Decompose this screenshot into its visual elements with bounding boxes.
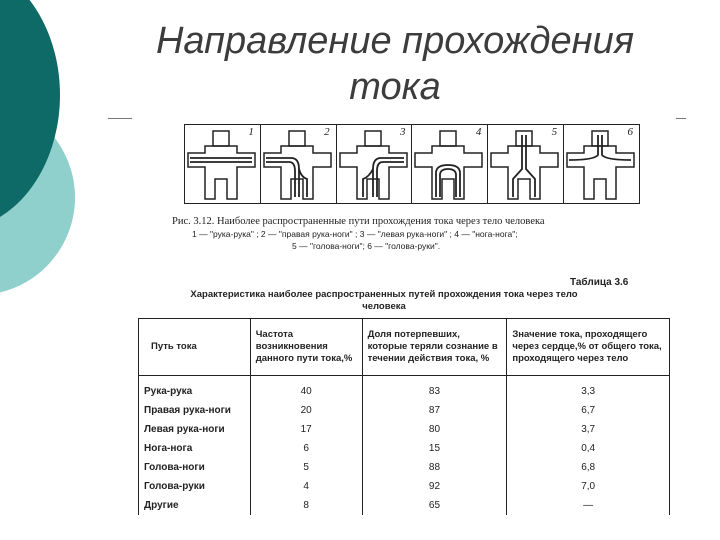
body-figure-head-legs-icon (488, 125, 562, 202)
path-cell-4 (412, 125, 488, 203)
table-row (139, 376, 670, 402)
cell-frequency: 40 (250, 376, 362, 402)
cell-path: Правая рука-ноги (139, 401, 251, 420)
path-cell-3 (337, 125, 413, 203)
path-number: 5 (551, 126, 558, 138)
path-number: 4 (475, 126, 482, 138)
cell-path: Нога-нога (139, 439, 251, 458)
table-row (139, 439, 670, 458)
cell-lost: 83 (362, 376, 507, 402)
figure-caption (172, 216, 652, 252)
body-figure-right-hand-legs-icon (261, 125, 335, 202)
body-figure-leg-leg-icon (412, 125, 486, 202)
cell-heart: — (507, 496, 670, 515)
cell-lost: 87 (362, 401, 507, 420)
table-number: Таблица 3.6 (570, 277, 629, 288)
cell-path: Голова-ноги (139, 458, 251, 477)
cell-lost: 80 (362, 420, 507, 439)
cell-lost: 65 (362, 496, 507, 515)
caption-legend-1: 1 — "рука-рука" ; 2 — "правая рука-ноги" ; 3 — "левая рука-ноги" ; 4 — "нога-нога"; (192, 229, 518, 239)
cell-frequency: 17 (250, 420, 362, 439)
body-figure-hand-hand-icon (185, 125, 259, 202)
table-row (139, 477, 670, 496)
table-header-row (139, 319, 670, 376)
table-row (139, 420, 670, 439)
path-cell-2 (261, 125, 337, 203)
cell-lost: 15 (362, 439, 507, 458)
cell-path: Другие (139, 496, 251, 515)
header-path: Путь тока (139, 319, 251, 376)
cell-frequency: 20 (250, 401, 362, 420)
table-row (139, 401, 670, 420)
cell-heart: 3,7 (507, 420, 670, 439)
table-row (139, 496, 670, 515)
slide-title: Направление прохождения тока (155, 20, 635, 108)
path-number: 1 (248, 126, 254, 138)
caption-lead: Рис. 3.12. Наиболее распространенные пути прохождения тока через тело человека (172, 216, 545, 227)
table-row (139, 458, 670, 477)
cell-heart: 0,4 (507, 439, 670, 458)
cell-path: Рука-рука (139, 376, 251, 402)
cell-heart: 6,8 (507, 458, 670, 477)
path-number: 3 (399, 126, 406, 138)
header-frequency: Частота возникновения данного пути тока,% (250, 319, 362, 376)
cell-path: Голова-руки (139, 477, 251, 496)
path-number: 6 (627, 126, 633, 138)
current-paths-figure (184, 124, 640, 204)
path-cell-5 (488, 125, 564, 203)
cell-lost: 88 (362, 458, 507, 477)
cell-frequency: 8 (250, 496, 362, 515)
title-rule-left (108, 118, 132, 119)
body-figure-head-hands-icon (564, 125, 638, 202)
cell-frequency: 6 (250, 439, 362, 458)
table-title: Характеристика наиболее распространенных путей прохождения тока через тело человека (190, 289, 578, 312)
path-number: 2 (324, 126, 330, 138)
cell-heart: 6,7 (507, 401, 670, 420)
cell-lost: 92 (362, 477, 507, 496)
cell-frequency: 4 (250, 477, 362, 496)
title-rule-right (676, 118, 686, 119)
cell-frequency: 5 (250, 458, 362, 477)
header-lost-consciousness: Доля потерпевших, которые теряли сознание в течении действия тока, % (362, 319, 507, 376)
cell-heart: 3,3 (507, 376, 670, 402)
caption-legend-2: 5 — "голова-ноги"; 6 — "голова-руки". (292, 241, 441, 251)
cell-heart: 7,0 (507, 477, 670, 496)
path-cell-1 (185, 125, 261, 203)
current-paths-table (138, 318, 670, 515)
header-heart-current: Значение тока, проходящего через сердце,% от общего тока, проходящего через тело (507, 319, 670, 376)
body-figure-left-hand-legs-icon (337, 125, 411, 202)
path-cell-6 (564, 125, 639, 203)
cell-path: Левая рука-ноги (139, 420, 251, 439)
